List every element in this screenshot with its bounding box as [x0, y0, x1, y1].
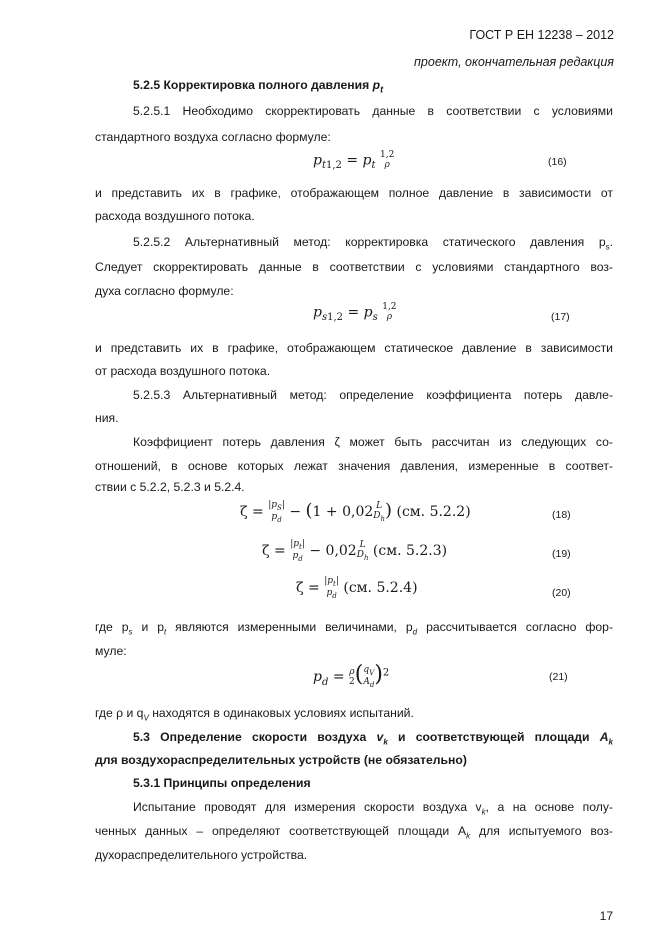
page-number: 17 — [599, 909, 613, 923]
section-heading-5-2-5: 5.2.5 Корректировка полного давления $p_t$ — [133, 78, 384, 95]
para-5-2-5-2-after-line2: от расхода воздушного потока. — [95, 364, 271, 378]
para-5-3-1-line3: духораспределительного устройства. — [95, 848, 308, 862]
section-heading-5-3-1: 5.3.1 Принципы определения — [133, 776, 311, 790]
para-5-2-5-1-after-line2: расхода воздушного потока. — [95, 209, 255, 223]
equation-19: ζ = $|p_t|$ $p_d$ − 0,02 L $D_h$ (см. 5.2.3) — [262, 539, 448, 563]
equation-20-number: (20) — [552, 587, 571, 599]
para-5-2-5-1-line2: стандартного воздуха согласно формуле: — [95, 130, 331, 144]
para-coefficient-line2: отношений, в основе которых лежат значения давления, измеренные в соответ- — [95, 459, 613, 473]
equation-21: $p_d$ = ρ 2 ( $q_V$ $A_d$ )$^2$ — [313, 662, 390, 689]
equation-21-number: (21) — [549, 671, 568, 683]
para-5-2-5-3-line1: 5.2.5.3 Альтернативный метод: определение коэффициента потерь давле- — [133, 388, 613, 402]
section-heading-5-3-line1: 5.3 Определение скорости воздуха $v_k$ и соответствующей площади $A_k$ — [133, 730, 613, 747]
para-5-2-5-2-line2: Следует скорректировать данные в соответствии с условиями стандартного воз- — [95, 260, 613, 274]
standard-designation: ГОСТ Р ЕН 12238 – 2012 — [469, 28, 614, 42]
equation-20: ζ = $|p_t|$ $p_d$ (см. 5.2.4) — [296, 576, 418, 600]
para-5-2-5-2-after-line1: и представить их в графике, отображающем статическое давление в зависимости — [95, 341, 613, 355]
para-5-2-5-3-line2: ния. — [95, 411, 119, 425]
where-line3: где ρ и $q_V$ находятся в одинаковых условиях испытаний. — [95, 706, 414, 723]
equation-16-number: (16) — [548, 156, 567, 168]
para-5-2-5-1-after-line1: и представить их в графике, отображающем полное давление в зависимости от — [95, 186, 613, 200]
section-heading-5-3-line2: для воздухораспределительных устройств (не обязательно) — [95, 753, 467, 767]
para-5-2-5-2-line3: духа согласно формуле: — [95, 284, 234, 298]
equation-17-number: (17) — [551, 311, 570, 323]
para-5-3-1-line1: Испытание проводят для измерения скорости воздуха $v_k$, а на основе полу- — [133, 800, 613, 817]
where-line2: муле: — [95, 644, 127, 658]
equation-17: $p_{s1,2} = p_s$ 1,2 ρ — [313, 302, 397, 324]
para-coefficient-line3: ствии с 5.2.2, 5.2.3 и 5.2.4. — [95, 480, 245, 494]
equation-18-number: (18) — [552, 509, 571, 521]
para-5-2-5-2-line1: 5.2.5.2 Альтернативный метод: корректировка статического давления $p_s$. — [133, 235, 613, 252]
para-5-3-1-line2: ченных данных – определяют соответствующей площади $A_k$ для испытуемого воз- — [95, 824, 613, 841]
equation-19-number: (19) — [552, 548, 571, 560]
where-line1: где $p_s$ и $p_t$ являются измеренными величинами, $p_d$ рассчитывается согласно фор- — [95, 620, 614, 637]
para-coefficient-line1: Коэффициент потерь давления ζ может быть рассчитан из следующих со- — [133, 435, 613, 449]
equation-18: ζ = $|p_S|$ $p_d$ − (1 + 0,02 L $D_h$ ) (см. 5.2.2) — [240, 500, 471, 524]
para-5-2-5-1-line1: 5.2.5.1 Необходимо скорректировать данные в соответствии с условиями — [133, 104, 613, 118]
edition-note: проект, окончательная редакция — [414, 55, 614, 69]
equation-16: $p_{t1,2} = p_t$ 1,2 ρ — [313, 150, 395, 172]
